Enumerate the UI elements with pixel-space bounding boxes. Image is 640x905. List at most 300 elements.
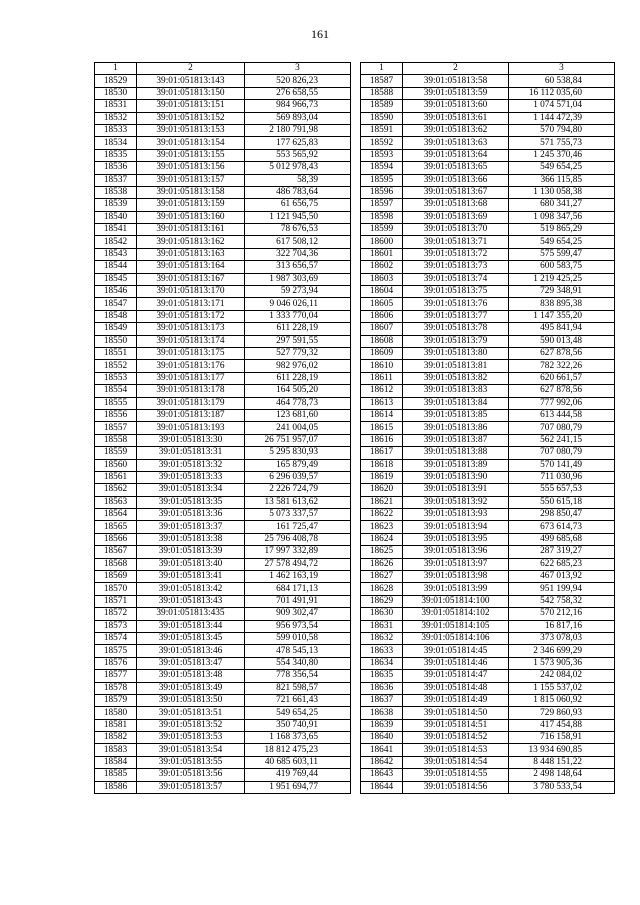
table-row — [361, 719, 615, 731]
table-row — [361, 769, 615, 781]
cadastral-value: 58,39 — [245, 174, 351, 186]
cadastral-value: 287 319,27 — [509, 546, 615, 558]
row-number: 18592 — [361, 137, 403, 149]
table-row — [95, 583, 351, 595]
cadastral-value: 555 657,53 — [509, 484, 615, 496]
table-row — [95, 124, 351, 136]
cadastral-value: 570 212,16 — [509, 608, 615, 620]
cadastral-number: 39:01:051814:46 — [403, 657, 509, 669]
cadastral-value: 729 348,91 — [509, 286, 615, 298]
cadastral-number: 39:01:051813:173 — [137, 323, 245, 335]
table-row — [95, 409, 351, 421]
cadastral-number: 39:01:051813:193 — [137, 422, 245, 434]
cadastral-value: 499 685,68 — [509, 533, 615, 545]
row-number: 18557 — [95, 422, 137, 434]
table-row — [95, 298, 351, 310]
table-row — [361, 509, 615, 521]
cadastral-value: 242 084,02 — [509, 670, 615, 682]
cadastral-value: 701 491,91 — [245, 595, 351, 607]
row-number: 18534 — [95, 137, 137, 149]
table-row — [95, 632, 351, 644]
cadastral-value: 519 865,29 — [509, 224, 615, 236]
cadastral-value: 554 340,80 — [245, 657, 351, 669]
row-number: 18637 — [361, 694, 403, 706]
cadastral-number: 39:01:051813:74 — [403, 273, 509, 285]
table-row — [361, 756, 615, 768]
cadastral-value: 821 598,57 — [245, 682, 351, 694]
row-number: 18548 — [95, 310, 137, 322]
cadastral-value: 322 704,36 — [245, 248, 351, 260]
cadastral-number: 39:01:051813:83 — [403, 385, 509, 397]
cadastral-number: 39:01:051813:61 — [403, 112, 509, 124]
cadastral-number: 39:01:051813:86 — [403, 422, 509, 434]
row-number: 18608 — [361, 335, 403, 347]
cadastral-number: 39:01:051813:45 — [137, 632, 245, 644]
row-number: 18550 — [95, 335, 137, 347]
cadastral-value: 313 656,57 — [245, 261, 351, 273]
cadastral-value: 61 656,75 — [245, 199, 351, 211]
cadastral-value: 1 245 370,46 — [509, 149, 615, 161]
cadastral-value: 549 654,25 — [509, 162, 615, 174]
row-number: 18572 — [95, 608, 137, 620]
row-number: 18584 — [95, 756, 137, 768]
cadastral-number: 39:01:051813:81 — [403, 360, 509, 372]
row-number: 18621 — [361, 496, 403, 508]
table-row — [361, 310, 615, 322]
cadastral-number: 39:01:051813:73 — [403, 261, 509, 273]
cadastral-number: 39:01:051813:47 — [137, 657, 245, 669]
row-number: 18588 — [361, 87, 403, 99]
row-number: 18611 — [361, 372, 403, 384]
cadastral-value: 13 581 613,62 — [245, 496, 351, 508]
table-row — [361, 248, 615, 260]
cadastral-number: 39:01:051813:151 — [137, 100, 245, 112]
table-row — [361, 298, 615, 310]
cadastral-number: 39:01:051814:52 — [403, 732, 509, 744]
table-row — [361, 347, 615, 359]
cadastral-value: 611 228,19 — [245, 323, 351, 335]
row-number: 18614 — [361, 409, 403, 421]
cadastral-value: 1 462 163,19 — [245, 571, 351, 583]
table-row — [95, 174, 351, 186]
cadastral-value: 1 098 347,56 — [509, 211, 615, 223]
row-number: 18591 — [361, 124, 403, 136]
row-number: 18622 — [361, 509, 403, 521]
cadastral-value: 909 302,47 — [245, 608, 351, 620]
cadastral-value: 2 346 699,29 — [509, 645, 615, 657]
cadastral-number: 39:01:051813:158 — [137, 186, 245, 198]
table-row — [361, 385, 615, 397]
cadastral-number: 39:01:051813:178 — [137, 385, 245, 397]
row-number: 18603 — [361, 273, 403, 285]
row-number: 18546 — [95, 286, 137, 298]
table-row — [95, 608, 351, 620]
table-row — [95, 87, 351, 99]
cadastral-number: 39:01:051813:89 — [403, 459, 509, 471]
cadastral-number: 39:01:051813:90 — [403, 471, 509, 483]
row-number: 18636 — [361, 682, 403, 694]
table-row — [361, 335, 615, 347]
table-row — [361, 657, 615, 669]
table-row — [95, 471, 351, 483]
row-number: 18615 — [361, 422, 403, 434]
table-row — [361, 261, 615, 273]
cadastral-value: 373 078,03 — [509, 632, 615, 644]
cadastral-number: 39:01:051814:102 — [403, 608, 509, 620]
cadastral-value: 984 966,73 — [245, 100, 351, 112]
cadastral-number: 39:01:051813:70 — [403, 224, 509, 236]
row-number: 18574 — [95, 632, 137, 644]
row-number: 18626 — [361, 558, 403, 570]
cadastral-number: 39:01:051813:71 — [403, 236, 509, 248]
cadastral-value: 1 951 694,77 — [245, 781, 351, 793]
cadastral-value: 570 794,80 — [509, 124, 615, 136]
page-number: 161 — [311, 27, 329, 41]
row-number: 18605 — [361, 298, 403, 310]
table-row — [95, 484, 351, 496]
cadastral-number: 39:01:051813:163 — [137, 248, 245, 260]
cadastral-value: 1 121 945,50 — [245, 211, 351, 223]
row-number: 18565 — [95, 521, 137, 533]
table-row — [95, 149, 351, 161]
table-row — [95, 434, 351, 446]
table-row — [95, 558, 351, 570]
cadastral-number: 39:01:051813:97 — [403, 558, 509, 570]
cadastral-value: 1 573 905,36 — [509, 657, 615, 669]
cadastral-value: 684 171,13 — [245, 583, 351, 595]
table-row — [361, 224, 615, 236]
table-row — [361, 236, 615, 248]
cadastral-number: 39:01:051813:33 — [137, 471, 245, 483]
table-row — [95, 459, 351, 471]
row-number: 18629 — [361, 595, 403, 607]
row-number: 18630 — [361, 608, 403, 620]
cadastral-number: 39:01:051813:167 — [137, 273, 245, 285]
cadastral-number: 39:01:051814:51 — [403, 719, 509, 731]
cadastral-number: 39:01:051813:92 — [403, 496, 509, 508]
table-row — [95, 75, 351, 87]
cadastral-value: 838 895,38 — [509, 298, 615, 310]
row-number: 18633 — [361, 645, 403, 657]
table-row — [361, 409, 615, 421]
cadastral-number: 39:01:051813:170 — [137, 286, 245, 298]
cadastral-number: 39:01:051813:49 — [137, 682, 245, 694]
row-number: 18571 — [95, 595, 137, 607]
table-row — [95, 670, 351, 682]
cadastral-number: 39:01:051813:44 — [137, 620, 245, 632]
cadastral-number: 39:01:051813:96 — [403, 546, 509, 558]
table-row — [361, 471, 615, 483]
table-row — [95, 509, 351, 521]
table-row — [95, 360, 351, 372]
table-row — [361, 199, 615, 211]
row-number: 18590 — [361, 112, 403, 124]
header-col-2: 2 — [137, 63, 245, 75]
cadastral-number: 39:01:051813:150 — [137, 87, 245, 99]
cadastral-value: 600 583,75 — [509, 261, 615, 273]
cadastral-value: 553 565,92 — [245, 149, 351, 161]
header-col-3: 3 — [245, 63, 351, 75]
cadastral-value: 622 685,23 — [509, 558, 615, 570]
cadastral-number: 39:01:051813:64 — [403, 149, 509, 161]
table-row — [361, 372, 615, 384]
row-number: 18570 — [95, 583, 137, 595]
cadastral-number: 39:01:051813:58 — [403, 75, 509, 87]
table-row — [95, 137, 351, 149]
cadastral-number: 39:01:051813:35 — [137, 496, 245, 508]
cadastral-value: 16 112 035,60 — [509, 87, 615, 99]
cadastral-value: 527 779,32 — [245, 347, 351, 359]
cadastral-number: 39:01:051813:172 — [137, 310, 245, 322]
cadastral-number: 39:01:051813:56 — [137, 769, 245, 781]
table-row — [361, 694, 615, 706]
table-row — [95, 211, 351, 223]
row-number: 18619 — [361, 471, 403, 483]
cadastral-number: 39:01:051814:48 — [403, 682, 509, 694]
cadastral-number: 39:01:051813:79 — [403, 335, 509, 347]
left-table-header-row — [95, 63, 351, 75]
row-number: 18589 — [361, 100, 403, 112]
cadastral-value: 1 074 571,04 — [509, 100, 615, 112]
row-number: 18625 — [361, 546, 403, 558]
cadastral-value: 59 273,94 — [245, 286, 351, 298]
row-number: 18544 — [95, 261, 137, 273]
row-number: 18640 — [361, 732, 403, 744]
cadastral-number: 39:01:051813:55 — [137, 756, 245, 768]
row-number: 18618 — [361, 459, 403, 471]
cadastral-value: 951 199,94 — [509, 583, 615, 595]
cadastral-number: 39:01:051813:187 — [137, 409, 245, 421]
cadastral-number: 39:01:051813:72 — [403, 248, 509, 260]
cadastral-number: 39:01:051813:31 — [137, 447, 245, 459]
cadastral-value: 673 614,73 — [509, 521, 615, 533]
row-number: 18575 — [95, 645, 137, 657]
row-number: 18600 — [361, 236, 403, 248]
cadastral-number: 39:01:051814:50 — [403, 707, 509, 719]
cadastral-number: 39:01:051813:84 — [403, 397, 509, 409]
row-number: 18632 — [361, 632, 403, 644]
table-row — [361, 595, 615, 607]
cadastral-number: 39:01:051813:50 — [137, 694, 245, 706]
table-row — [361, 112, 615, 124]
row-number: 18541 — [95, 224, 137, 236]
cadastral-value: 550 615,18 — [509, 496, 615, 508]
cadastral-number: 39:01:051813:32 — [137, 459, 245, 471]
row-number: 18545 — [95, 273, 137, 285]
cadastral-number: 39:01:051813:94 — [403, 521, 509, 533]
cadastral-number: 39:01:051813:95 — [403, 533, 509, 545]
cadastral-number: 39:01:051813:76 — [403, 298, 509, 310]
table-row — [95, 385, 351, 397]
table-row — [95, 286, 351, 298]
table-row — [361, 732, 615, 744]
cadastral-value: 707 080,79 — [509, 447, 615, 459]
cadastral-number: 39:01:051813:43 — [137, 595, 245, 607]
table-row — [95, 682, 351, 694]
cadastral-number: 39:01:051813:38 — [137, 533, 245, 545]
row-number: 18638 — [361, 707, 403, 719]
table-row — [361, 546, 615, 558]
cadastral-value: 613 444,58 — [509, 409, 615, 421]
cadastral-value: 1 155 537,02 — [509, 682, 615, 694]
right-table-body — [361, 75, 615, 794]
table-row — [361, 459, 615, 471]
cadastral-number: 39:01:051814:55 — [403, 769, 509, 781]
cadastral-value: 549 654,25 — [509, 236, 615, 248]
table-row — [95, 645, 351, 657]
cadastral-value: 5 073 337,57 — [245, 509, 351, 521]
cadastral-value: 570 141,49 — [509, 459, 615, 471]
cadastral-value: 467 013,92 — [509, 571, 615, 583]
cadastral-number: 39:01:051813:143 — [137, 75, 245, 87]
cadastral-value: 298 850,47 — [509, 509, 615, 521]
row-number: 18643 — [361, 769, 403, 781]
cadastral-value: 542 758,32 — [509, 595, 615, 607]
cadastral-number: 39:01:051813:42 — [137, 583, 245, 595]
cadastral-number: 39:01:051813:40 — [137, 558, 245, 570]
cadastral-number: 39:01:051813:30 — [137, 434, 245, 446]
cadastral-number: 39:01:051813:78 — [403, 323, 509, 335]
cadastral-value: 478 545,13 — [245, 645, 351, 657]
cadastral-value: 620 661,57 — [509, 372, 615, 384]
cadastral-value: 25 796 408,78 — [245, 533, 351, 545]
cadastral-value: 627 878,56 — [509, 347, 615, 359]
cadastral-number: 39:01:051813:39 — [137, 546, 245, 558]
table-row — [95, 112, 351, 124]
cadastral-value: 982 976,02 — [245, 360, 351, 372]
row-number: 18599 — [361, 224, 403, 236]
row-number: 18604 — [361, 286, 403, 298]
cadastral-number: 39:01:051813:91 — [403, 484, 509, 496]
cadastral-number: 39:01:051814:56 — [403, 781, 509, 793]
table-row — [95, 335, 351, 347]
table-row — [361, 632, 615, 644]
cadastral-value: 241 004,05 — [245, 422, 351, 434]
cadastral-number: 39:01:051813:54 — [137, 744, 245, 756]
cadastral-value: 486 783,64 — [245, 186, 351, 198]
cadastral-number: 39:01:051813:85 — [403, 409, 509, 421]
right-table-header-row — [361, 63, 615, 75]
row-number: 18644 — [361, 781, 403, 793]
cadastral-value: 562 241,15 — [509, 434, 615, 446]
cadastral-number: 39:01:051813:93 — [403, 509, 509, 521]
cadastral-number: 39:01:051813:87 — [403, 434, 509, 446]
row-number: 18558 — [95, 434, 137, 446]
row-number: 18593 — [361, 149, 403, 161]
table-row — [95, 186, 351, 198]
table-row — [361, 100, 615, 112]
cadastral-number: 39:01:051813:435 — [137, 608, 245, 620]
cadastral-value: 419 769,44 — [245, 769, 351, 781]
row-number: 18583 — [95, 744, 137, 756]
row-number: 18642 — [361, 756, 403, 768]
cadastral-number: 39:01:051814:49 — [403, 694, 509, 706]
row-number: 18602 — [361, 261, 403, 273]
row-number: 18569 — [95, 571, 137, 583]
table-row — [361, 571, 615, 583]
cadastral-number: 39:01:051813:174 — [137, 335, 245, 347]
table-row — [361, 447, 615, 459]
table-row — [361, 496, 615, 508]
table-row — [361, 670, 615, 682]
table-row — [361, 273, 615, 285]
cadastral-value: 60 538,84 — [509, 75, 615, 87]
table-row — [361, 149, 615, 161]
cadastral-value: 716 158,91 — [509, 732, 615, 744]
cadastral-number: 39:01:051813:98 — [403, 571, 509, 583]
row-number: 18606 — [361, 310, 403, 322]
cadastral-number: 39:01:051813:51 — [137, 707, 245, 719]
cadastral-number: 39:01:051813:53 — [137, 732, 245, 744]
cadastral-value: 680 341,27 — [509, 199, 615, 211]
left-table — [94, 62, 351, 794]
row-number: 18559 — [95, 447, 137, 459]
row-number: 18579 — [95, 694, 137, 706]
table-row — [95, 372, 351, 384]
cadastral-number: 39:01:051813:68 — [403, 199, 509, 211]
table-row — [95, 769, 351, 781]
cadastral-number: 39:01:051813:36 — [137, 509, 245, 521]
cadastral-number: 39:01:051814:53 — [403, 744, 509, 756]
cadastral-value: 599 010,58 — [245, 632, 351, 644]
cadastral-number: 39:01:051813:48 — [137, 670, 245, 682]
row-number: 18576 — [95, 657, 137, 669]
table-row — [95, 694, 351, 706]
table-row — [95, 100, 351, 112]
row-number: 18607 — [361, 323, 403, 335]
cadastral-number: 39:01:051813:52 — [137, 719, 245, 731]
row-number: 18616 — [361, 434, 403, 446]
table-row — [95, 571, 351, 583]
row-number: 18624 — [361, 533, 403, 545]
row-number: 18609 — [361, 347, 403, 359]
cadastral-value: 177 625,83 — [245, 137, 351, 149]
header-col-3: 3 — [509, 63, 615, 75]
cadastral-number: 39:01:051813:179 — [137, 397, 245, 409]
cadastral-number: 39:01:051813:177 — [137, 372, 245, 384]
row-number: 18623 — [361, 521, 403, 533]
table-row — [361, 434, 615, 446]
cadastral-value: 350 740,91 — [245, 719, 351, 731]
row-number: 18627 — [361, 571, 403, 583]
table-row — [361, 75, 615, 87]
row-number: 18585 — [95, 769, 137, 781]
cadastral-number: 39:01:051813:75 — [403, 286, 509, 298]
row-number: 18539 — [95, 199, 137, 211]
right-table — [360, 62, 615, 794]
table-row — [95, 496, 351, 508]
row-number: 18613 — [361, 397, 403, 409]
cadastral-number: 39:01:051813:37 — [137, 521, 245, 533]
row-number: 18556 — [95, 409, 137, 421]
cadastral-value: 549 654,25 — [245, 707, 351, 719]
cadastral-number: 39:01:051813:60 — [403, 100, 509, 112]
table-row — [95, 162, 351, 174]
cadastral-number: 39:01:051813:69 — [403, 211, 509, 223]
cadastral-number: 39:01:051813:67 — [403, 186, 509, 198]
cadastral-number: 39:01:051814:100 — [403, 595, 509, 607]
header-col-1: 1 — [95, 63, 137, 75]
cadastral-number: 39:01:051813:80 — [403, 347, 509, 359]
cadastral-value: 13 934 690,85 — [509, 744, 615, 756]
row-number: 18587 — [361, 75, 403, 87]
row-number: 18639 — [361, 719, 403, 731]
table-row — [95, 732, 351, 744]
table-row — [95, 657, 351, 669]
cadastral-number: 39:01:051813:62 — [403, 124, 509, 136]
cadastral-number: 39:01:051813:59 — [403, 87, 509, 99]
cadastral-value: 8 448 151,22 — [509, 756, 615, 768]
